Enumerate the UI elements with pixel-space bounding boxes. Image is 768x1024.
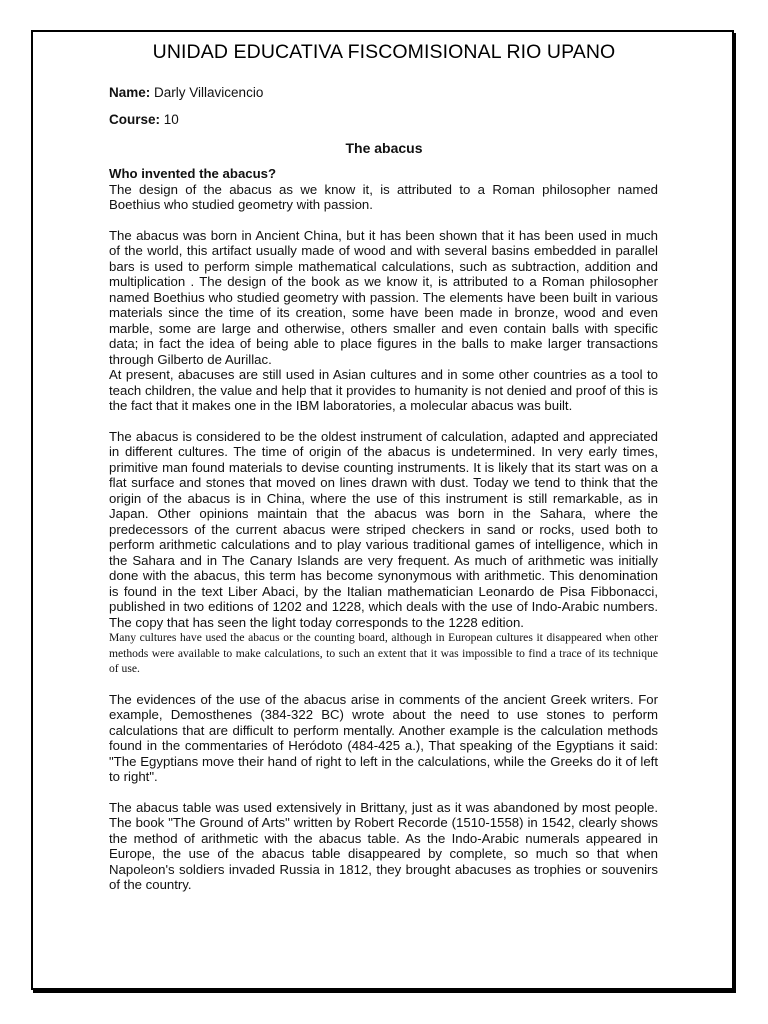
paragraph-oldest-instrument: The abacus is considered to be the oldest instrument of calculation, adapted and appreciated in different cultures. The time of origin of the abacus is undetermined. In very early times, primitive man found materials to devise counting instruments. It is likely that its start was on a flat surface and stones that moved on lines drawn with dust. Today we tend to think that the origin of the abacus is in China, where the use of this instrument is still remarkable, as in Japan. Other opinions maintain that the abacus was born in the Sahara, where the predecessors of the current abacus were striped checkers in sand or rocks, used both to perform arithmetic calculations and to play various traditional games of intelligence, which in the Sahara and in The Canary Islands are very frequent. As much of arithmetic was initially done with the abacus, this term has become synonymous with arithmetic. This denomination is found in the text Liber Abaci, by the Italian mathematician Leonardo de Pisa Fibbonacci, published in two editions of 1202 and 1228, which deals with the use of Indo-Arabic numbers. The copy that has seen the light today corresponds to the 1228 edition.: [109, 428, 658, 630]
name-value: Darly Villavicencio: [154, 85, 264, 100]
question-heading: Who invented the abacus?: [109, 166, 277, 181]
paragraph-cultures: Many cultures have used the abacus or the counting board, although in European cultures it disappeared when other methods were available to make calculations, to such an extent that it was impossible to find a trace of its technique of use.: [109, 631, 658, 675]
article-body: [109, 166, 658, 893]
course-value: 10: [163, 112, 179, 127]
paragraph-abacus-table: The abacus table was used extensively in Brittany, just as it was abandoned by most people. The book "The Ground of Arts" written by Robert Recorde (1510-1558) in 1542, clearly shows the method of arithmetic with the abacus table. As the Indo-Arabic numerals appeared in Europe, the use of the abacus table disappeared by complete, so much so that when Napoleon's soldiers invaded Russia in 1812, they brought abacuses as trophies or souvenirs of the country.: [109, 799, 658, 892]
name-field: [109, 85, 263, 100]
school-title: UNIDAD EDUCATIVA FISCOMISIONAL RIO UPANO: [152, 41, 616, 63]
paragraph-greek-evidence: The evidences of the use of the abacus arise in comments of the ancient Greek writers. For example, Demosthenes (384-322 BC) wrote about the need to use stones to perform calculations that are difficult to perform mentally. Another example is the calculation methods found in the commentaries of Heródoto (484-425 a.), That speaking of the Egyptians it said: "The Egyptians move their hand of right to left in the calculations, while the Greeks do it of left to right".: [109, 691, 658, 784]
paragraph-origin: The abacus was born in Ancient China, but it has been shown that it has been used in much of the world, this artifact usually made of wood and with several basins embedded in parallel bars is used to perform simple mathematical calculations, such as subtraction, addition and multiplication . The design of the book as we know it, is attributed to a Roman philosopher named Boethius who studied geometry with passion. The elements have been built in various materials since the time of its creation, some have been made in bronze, wood and even marble, some are large and otherwise, others smaller and even contain balls with specific data; in fact the idea of being able to place figures in the balls to make larger transactions through Gilberto de Aurillac.: [109, 227, 658, 367]
article-title: The abacus: [345, 140, 423, 156]
paragraph-attribution: The design of the abacus as we know it, is attributed to a Roman philosopher named Boethius who studied geometry with passion.: [109, 181, 658, 212]
course-field: [109, 112, 179, 127]
course-label: Course:: [109, 112, 161, 127]
name-label: Name:: [109, 85, 151, 100]
paragraph-present: At present, abacuses are still used in Asian cultures and in some other countries as a tool to teach children, the value and help that it provides to humanity is not denied and proof of this is the fact that it makes one in the IBM laboratories, a molecular abacus was built.: [109, 367, 658, 413]
